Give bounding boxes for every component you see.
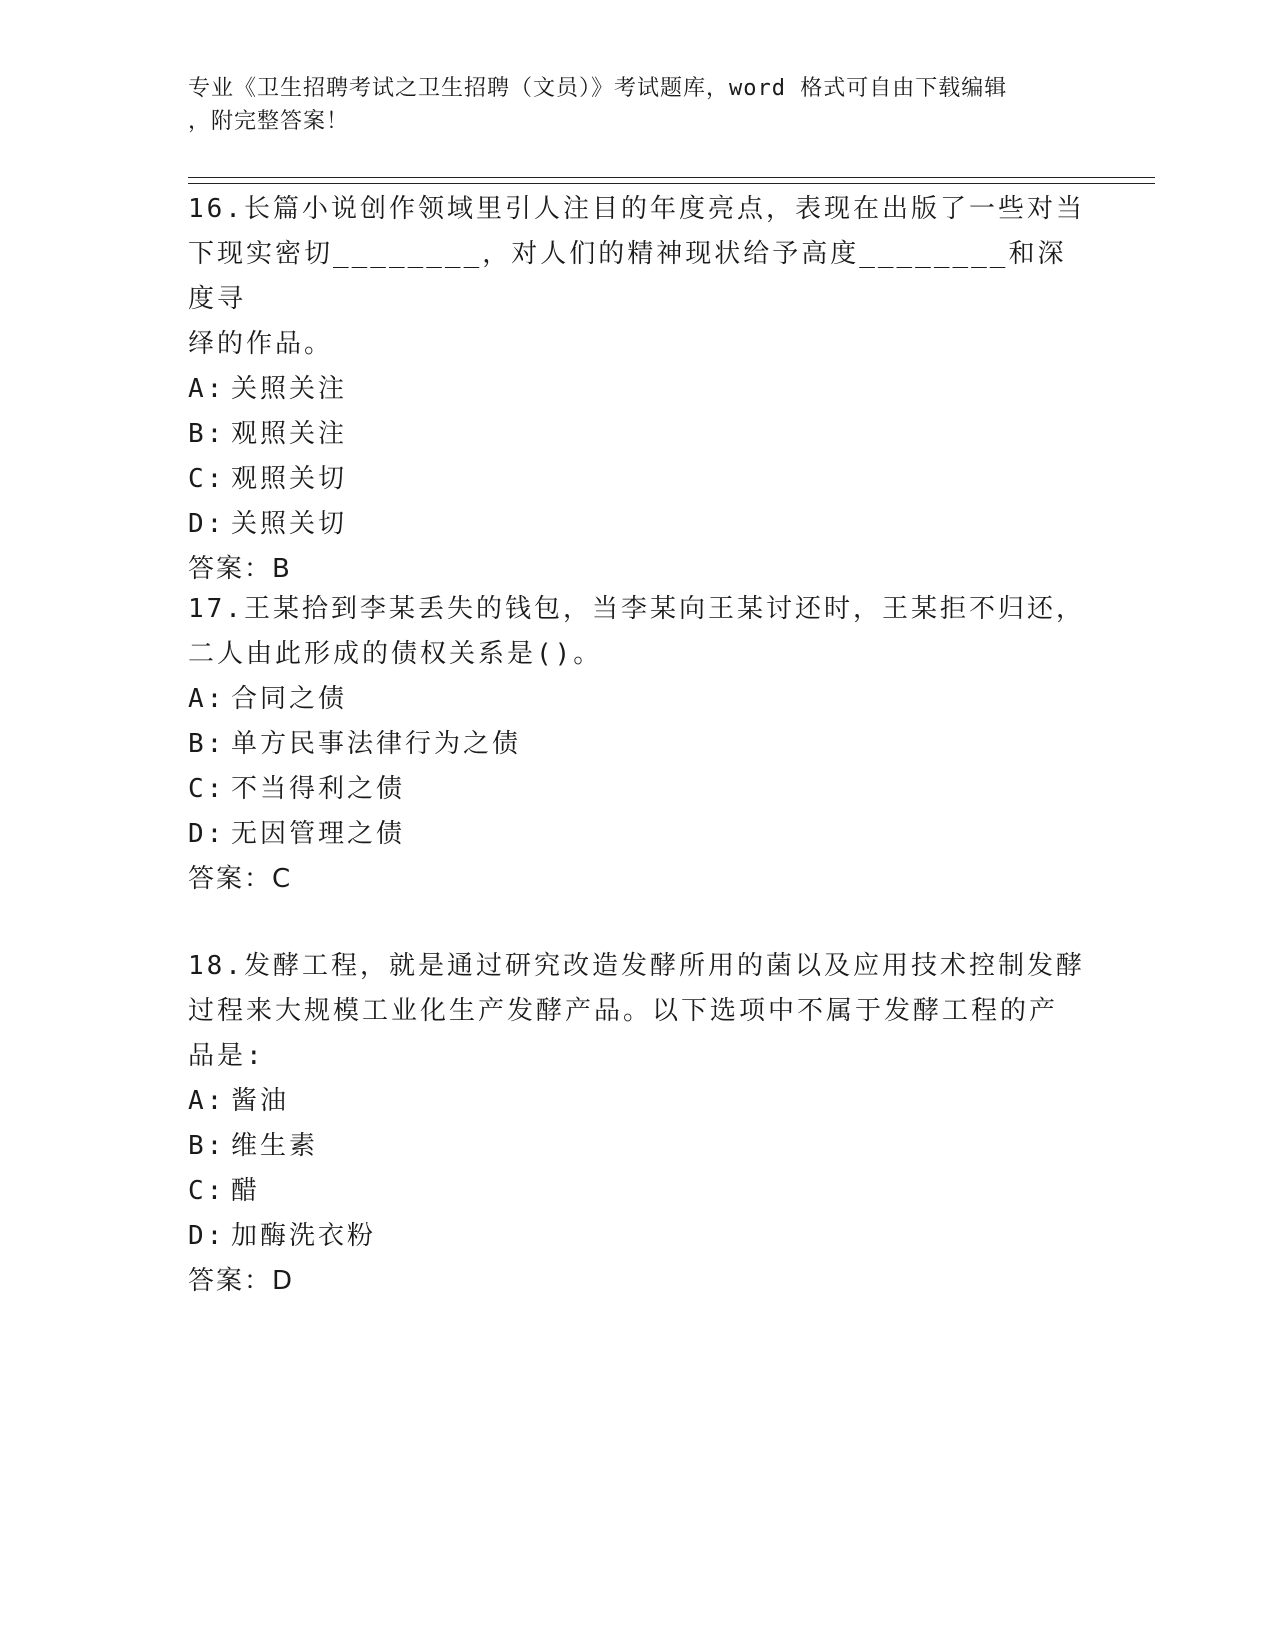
option-text: 维生素 [231,1131,319,1161]
option-key: C: [188,464,226,494]
option-a [188,367,1088,412]
option-d [188,1214,1088,1259]
option-c [188,1169,1088,1214]
option-text: 关照关注 [231,374,348,404]
option-key: B: [188,419,226,449]
option-key: B: [188,1131,226,1161]
option-text: 无因管理之债 [231,819,406,849]
header-line-2: ，附完整答案！ [188,109,350,134]
option-text: 酱油 [231,1086,290,1116]
page-header [188,72,1088,138]
header-line-1: 专业《卫生招聘考试之卫生招聘（文员）》考试题库，word 格式可自由下载编辑 [188,76,1008,101]
question-stem-line: 二人由此形成的债权关系是()。 [188,639,603,669]
option-a [188,1079,1088,1124]
question-stem-line: 品是: [188,1041,265,1071]
header-rule-bottom [188,183,1155,184]
option-c [188,457,1088,502]
option-key: A: [188,684,226,714]
option-key: C: [188,774,226,804]
option-d [188,502,1088,547]
question-stem-line: 16.长篇小说创作领域里引人注目的年度亮点，表现在出版了一些对当 [188,194,1085,224]
answer-line: 答案：D [188,1266,295,1296]
option-key: A: [188,1086,226,1116]
option-d [188,812,1088,857]
option-text: 观照关注 [231,419,348,449]
option-text: 加酶洗衣粉 [231,1221,377,1251]
option-key: D: [188,819,226,849]
option-text: 观照关切 [231,464,348,494]
option-b [188,412,1088,457]
option-text: 单方民事法律行为之债 [231,729,522,759]
answer-line: 答案：C [188,864,293,894]
option-a [188,677,1088,722]
option-key: D: [188,1221,226,1251]
option-key: A: [188,374,226,404]
option-text: 关照关切 [231,509,348,539]
question-stem-line: 17.王某拾到李某丢失的钱包，当李某向王某讨还时，王某拒不归还， [188,594,1085,624]
option-b [188,722,1088,767]
header-rule-top [188,177,1155,178]
option-c [188,767,1088,812]
option-key: C: [188,1176,226,1206]
question-18 [188,944,1088,1304]
option-b [188,1124,1088,1169]
answer-line: 答案：B [188,554,292,584]
option-key: B: [188,729,226,759]
question-stem-line: 18.发酵工程，就是通过研究改造发酵所用的菌以及应用技术控制发酵 [188,951,1085,981]
question-17 [188,587,1088,902]
question-16 [188,187,1088,592]
option-text: 合同之债 [231,684,348,714]
question-stem-line: 过程来大规模工业化生产发酵产品。以下选项中不属于发酵工程的产 [188,996,1059,1026]
option-text: 不当得利之债 [231,774,406,804]
question-stem-line: 绎的作品。 [188,329,334,359]
question-stem-line: 下现实密切________，对人们的精神现状给予高度________和深度寻 [188,239,1067,314]
option-text: 醋 [231,1176,261,1206]
option-key: D: [188,509,226,539]
